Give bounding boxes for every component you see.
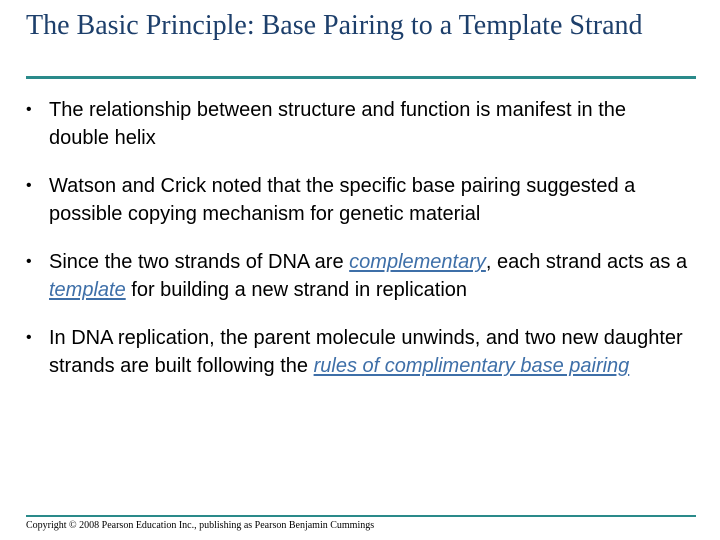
bullet-text: In DNA replication, the parent molecule unwinds, and two new daughter strands are built following the xyxy=(49,327,683,377)
bullet-text: for building a new strand in replication xyxy=(125,279,468,301)
footer-divider xyxy=(26,515,696,517)
bullet-item xyxy=(26,172,690,228)
bullet-text: Watson and Crick noted that the specific base pairing suggested a possible copying mechanism for genetic material xyxy=(49,175,636,225)
bullet-item xyxy=(26,248,690,304)
bullet-marker: • xyxy=(26,329,32,346)
title-divider xyxy=(26,76,696,79)
bullet-item xyxy=(26,324,690,380)
bullet-text: Since the two strands of DNA are xyxy=(49,251,350,273)
bullet-text: The relationship between structure and function is manifest in the double helix xyxy=(49,99,626,149)
bullet-text: , each strand acts as a xyxy=(485,251,688,273)
bullet-item xyxy=(26,96,690,152)
key-term-complementary: complementary xyxy=(349,251,486,273)
bullet-marker: • xyxy=(26,177,32,194)
key-term-base-pairing-rules: rules of complimentary base pairing xyxy=(313,355,630,377)
bullet-marker: • xyxy=(26,253,32,270)
slide-title: The Basic Principle: Base Pairing to a Template Strand xyxy=(26,10,643,41)
key-term-template: template xyxy=(49,279,126,301)
bullet-list xyxy=(26,96,690,400)
copyright-notice: Copyright © 2008 Pearson Education Inc., publishing as Pearson Benjamin Cummings xyxy=(26,520,375,531)
bullet-marker: • xyxy=(26,101,32,118)
